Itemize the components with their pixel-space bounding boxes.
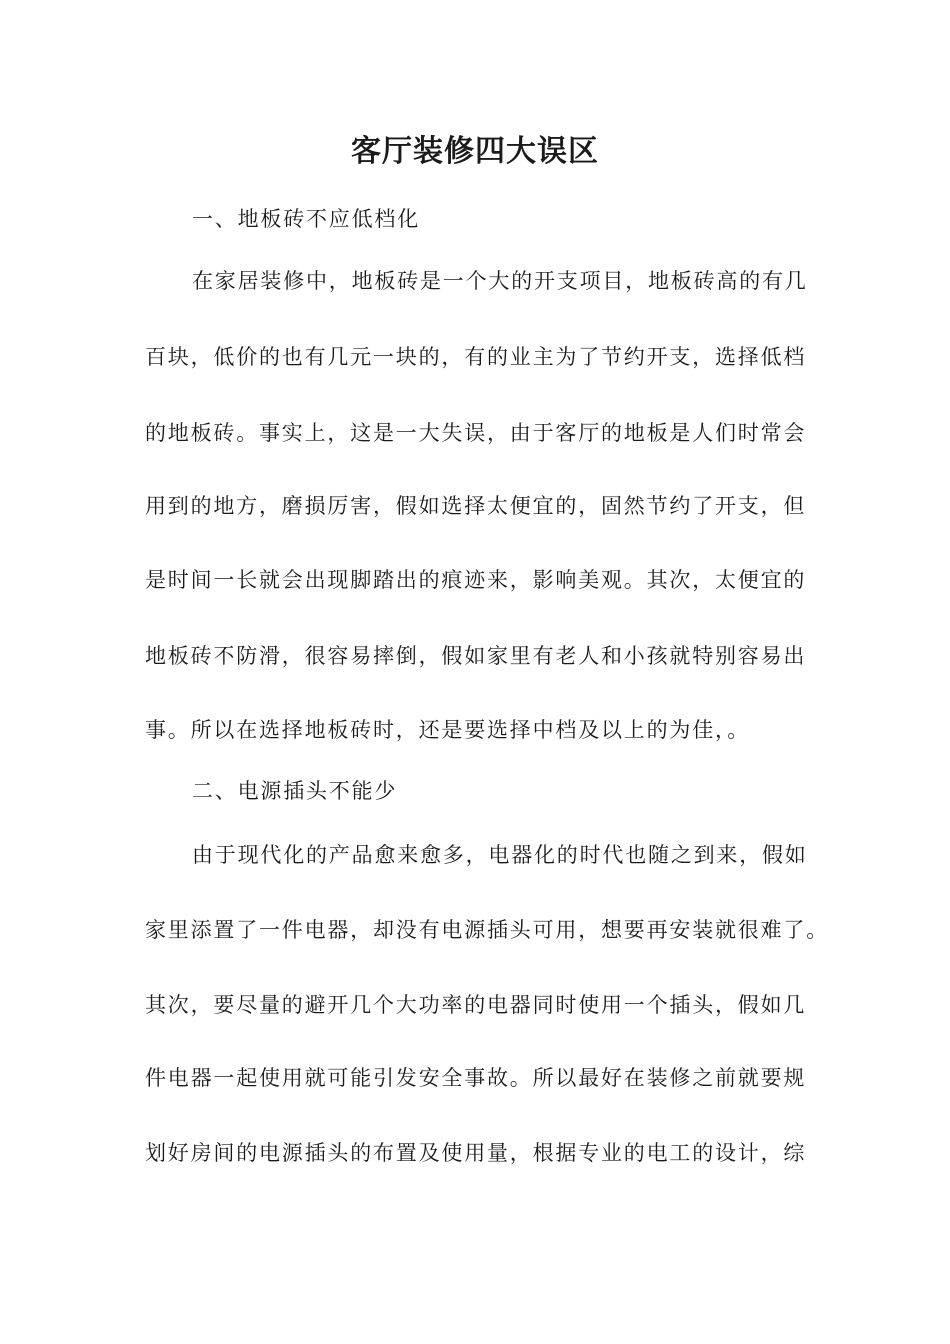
paragraph-line: 百块，低价的也有几元一块的，有的业主为了节约开支，选择低档: [145, 345, 807, 369]
paragraph-line: 由于现代化的产品愈来愈多，电器化的时代也随之到来，假如: [192, 843, 808, 867]
paragraph-line: 的地板砖。事实上，这是一大失误，由于客厅的地板是人们时常会: [145, 421, 807, 445]
paragraph-line: 地板砖不防滑，很容易摔倒，假如家里有老人和小孩就特别容易出: [145, 644, 807, 668]
paragraph-line: 是时间一长就会出现脚踏出的痕迹来，影响美观。其次，太便宜的: [145, 568, 807, 592]
paragraph-line: 事。所以在选择地板砖时，还是要选择中档及以上的为佳，。: [145, 718, 751, 742]
paragraph-line: 用到的地方，磨损厉害，假如选择太便宜的，固然节约了开支，但: [145, 494, 807, 518]
paragraph-line: 划好房间的电源插头的布置及使用量，根据专业的电工的设计，综: [145, 1141, 807, 1165]
paragraph-line: 家里添置了一件电器，却没有电源插头可用，想要再安装就很难了。: [145, 918, 829, 942]
document-title: 客厅装修四大误区: [351, 134, 599, 169]
paragraph-line: 在家居装修中，地板砖是一个大的开支项目，地板砖高的有几: [192, 269, 808, 293]
section-heading-2: 二、电源插头不能少: [192, 779, 398, 803]
paragraph-line: 其次，要尽量的避开几个大功率的电器同时使用一个插头，假如几: [145, 993, 807, 1017]
paragraph-line: 件电器一起使用就可能引发安全事故。所以最好在装修之前就要规: [145, 1066, 807, 1090]
section-heading-1: 一、地板砖不应低档化: [192, 207, 420, 231]
